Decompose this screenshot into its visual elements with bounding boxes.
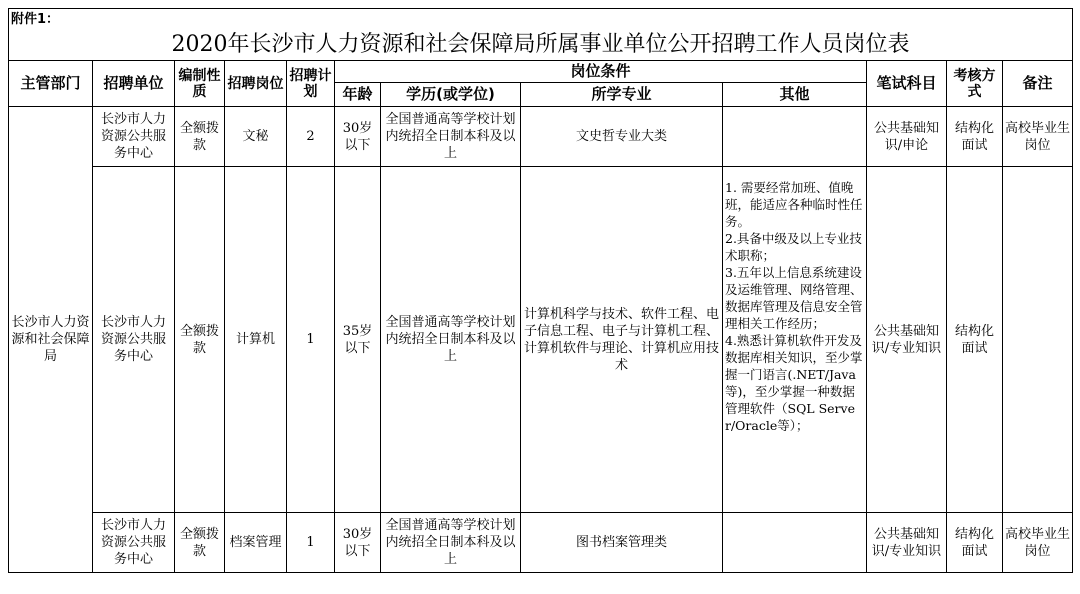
recruitment-table: [8, 8, 1073, 573]
age-cell: 30岁以下: [335, 107, 381, 167]
header-unit: 招聘单位: [93, 61, 175, 107]
exam-cell: 公共基础知识/申论: [867, 107, 947, 167]
header-post: 招聘岗位: [225, 61, 287, 107]
remark-cell: [1003, 167, 1073, 513]
major-cell: 图书档案管理类: [521, 513, 723, 573]
table-row: [9, 107, 1073, 167]
post-cell: 文秘: [225, 107, 287, 167]
nature-cell: 全额拨款: [175, 107, 225, 167]
annex-label: 附件1：: [9, 9, 1073, 31]
other-requirements-cell: 1. 需要经常加班、值晚班，能适应各种临时性任务。 2.具备中级及以上专业技术职称； 3.五年以上信息系统建设及运维管理、网络管理、数据库管理及信息安全管理相关工作经历； 4.熟悉计算机软件开发及数据库相关知识，至少掌握一门语言(.NET/Java等)，至少掌握一种数据管理软件（SQL Server/Oracle等）；: [723, 167, 867, 513]
post-cell: 档案管理: [225, 513, 287, 573]
table-row: [9, 513, 1073, 573]
age-cell: 35岁以下: [335, 167, 381, 513]
header-exam: 笔试科目: [867, 61, 947, 107]
remark-cell: 高校毕业生岗位: [1003, 513, 1073, 573]
other-cell: [723, 107, 867, 167]
plan-cell: 1: [287, 513, 335, 573]
table-row: [9, 167, 1073, 513]
unit-cell: 长沙市人力资源公共服务中心: [93, 513, 175, 573]
header-method: 考核方式: [947, 61, 1003, 107]
header-nature: 编制性质: [175, 61, 225, 107]
exam-cell: 公共基础知识/专业知识: [867, 167, 947, 513]
exam-cell: 公共基础知识/专业知识: [867, 513, 947, 573]
other-cell: [723, 513, 867, 573]
nature-cell: 全额拨款: [175, 513, 225, 573]
header-major: 所学专业: [521, 83, 723, 107]
unit-cell: 长沙市人力资源公共服务中心: [93, 107, 175, 167]
page-title: 2020年长沙市人力资源和社会保障局所属事业单位公开招聘工作人员岗位表: [9, 31, 1073, 61]
method-cell: 结构化面试: [947, 513, 1003, 573]
post-cell: 计算机: [225, 167, 287, 513]
edu-cell: 全国普通高等学校计划内统招全日制本科及以上: [381, 167, 521, 513]
header-plan: 招聘计划: [287, 61, 335, 107]
major-cell: 计算机科学与技术、软件工程、电子信息工程、电子与计算机工程、计算机软件与理论、计算机应用技术: [521, 167, 723, 513]
nature-cell: 全额拨款: [175, 167, 225, 513]
header-edu: 学历(或学位): [381, 83, 521, 107]
edu-cell: 全国普通高等学校计划内统招全日制本科及以上: [381, 107, 521, 167]
edu-cell: 全国普通高等学校计划内统招全日制本科及以上: [381, 513, 521, 573]
header-dept: 主管部门: [9, 61, 93, 107]
remark-cell: 高校毕业生岗位: [1003, 107, 1073, 167]
method-cell: 结构化面试: [947, 167, 1003, 513]
major-cell: 文史哲专业大类: [521, 107, 723, 167]
header-remark: 备注: [1003, 61, 1073, 107]
header-conditions: 岗位条件: [335, 61, 867, 83]
dept-cell: 长沙市人力资源和社会保障局: [9, 107, 93, 573]
unit-cell: 长沙市人力资源公共服务中心: [93, 167, 175, 513]
header-age: 年龄: [335, 83, 381, 107]
plan-cell: 2: [287, 107, 335, 167]
header-other: 其他: [723, 83, 867, 107]
method-cell: 结构化面试: [947, 107, 1003, 167]
age-cell: 30岁以下: [335, 513, 381, 573]
plan-cell: 1: [287, 167, 335, 513]
